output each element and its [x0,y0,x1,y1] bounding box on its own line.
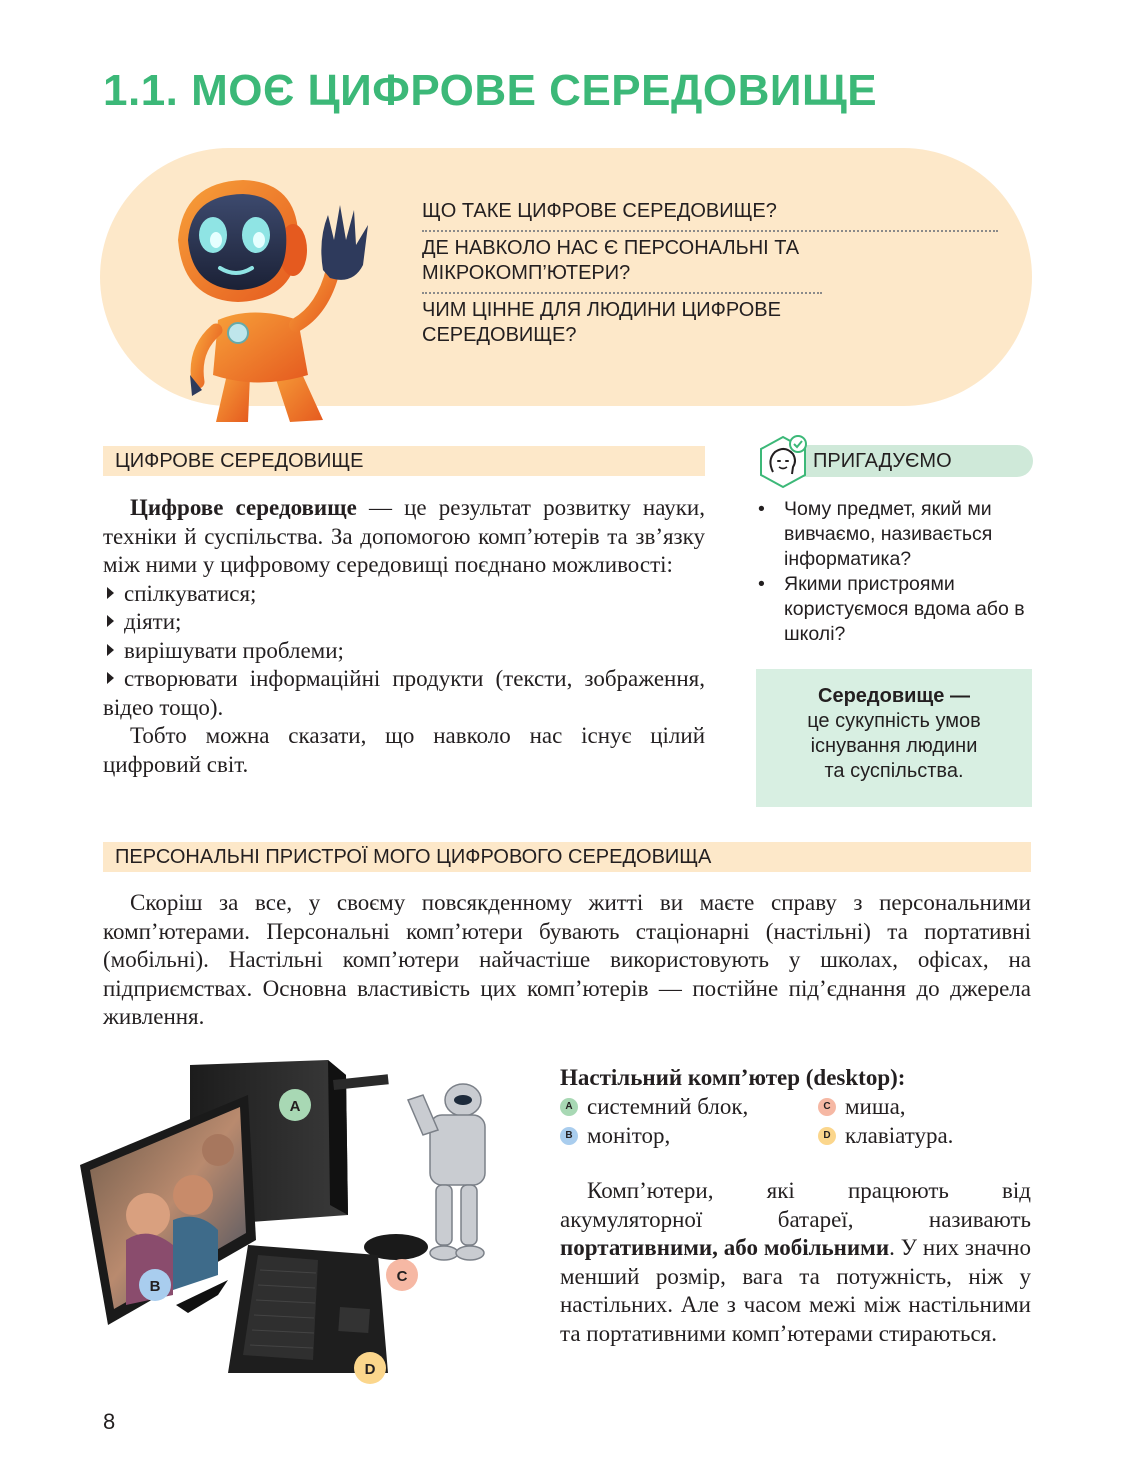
list-item: діяти; [103,608,705,637]
part-system-unit: A системний блок, [560,1092,818,1121]
letter-badge-d-icon: D [818,1127,836,1145]
digital-environment-text [103,494,705,779]
intro-questions [422,195,998,354]
part-keyboard: D клавіатура. [818,1121,1030,1150]
intro-question: ЩО ТАКЕ ЦИФРОВЕ СЕРЕДОВИЩЕ? [422,195,998,232]
triangle-bullet-icon [107,672,114,684]
portable-computers-paragraph: Комп’ютери, які працюють від акумуляторної батареї, називають портативними, або мобільними. У них значно менший розмір, вага та потужність, ніж у настільних. Але з часом межі між настільними та портативними комп’ютерами стираються. [560,1178,1031,1346]
thinking-head-icon [755,434,811,490]
list-item: • Якими пристроями користуємося вдома або в школі? [758,573,1025,645]
remember-heading: ПРИГАДУЄМО [783,445,1033,477]
triangle-bullet-icon [107,615,114,627]
intro-question: ДЕ НАВКОЛО НАС Є ПЕРСОНАЛЬНІ ТА МІКРОКОМП’ЮТЕРИ? [422,232,822,294]
remember-list [756,497,1034,647]
label-b: B [149,1278,161,1295]
robot-mascot-illustration [158,170,398,422]
definition-box-term: Середовище — [818,685,970,707]
list-item: вирішувати проблеми; [103,637,705,666]
page-number: 8 [103,1409,116,1434]
section-heading-digital-environment: ЦИФРОВЕ СЕРЕДОВИЩЕ [103,446,705,476]
label-a: A [289,1098,301,1115]
definition-box-line: це сукупність умов [807,710,981,732]
letter-badge-a-icon: A [560,1098,578,1116]
bullet-dot-icon: • [758,498,765,520]
label-c: C [396,1268,408,1285]
desktop-computer-photo [78,1055,523,1385]
triangle-bullet-icon [107,644,114,656]
list-item: створювати інформаційні продукти (тексти, зображення, відео тощо). [103,666,705,720]
bullet-dot-icon: • [758,573,765,595]
label-d: D [364,1361,376,1378]
triangle-bullet-icon [107,587,114,599]
definition-text: — це результат розвитку науки, техніки й суспільства. За допомогою комп’ютерів та зв’язку між ними у цифровому середовищі поєднано можливості: [103,495,705,577]
list-item: • Чому предмет, який ми вивчаємо, називається інформатика? [758,498,993,570]
letter-badge-c-icon: C [818,1098,836,1116]
intro-question: ЧИМ ЦІННЕ ДЛЯ ЛЮДИНИ ЦИФРОВЕ СЕРЕДОВИЩЕ? [422,299,781,346]
definition-paragraph [103,494,705,580]
definition-term: Цифрове середовище [130,495,357,520]
definition-box [756,669,1032,807]
definition-box-line: існування людини [810,735,978,757]
remember-header [755,434,1033,480]
personal-devices-paragraph: Скоріш за все, у своєму повсякденному житті ви маєте справу з персональними комп’ютерами. Персональні комп’ютери бувають стаціонарні (настільні) та портативні (мобільні). Настільні комп’ютери найчастіше використовують у школах, офісах, на підприємствах. Основна властивість цих комп’ютерів — постійне під’єднання до джерела живлення. [103,890,1031,1029]
part-monitor: B монітор, [560,1121,818,1150]
part-mouse: C миша, [818,1092,1030,1121]
portable-term: портативними, або мобільними [560,1235,890,1260]
desktop-title: Настільний комп’ютер (desktop): [560,1065,906,1090]
conclusion-paragraph: Тобто можна сказати, що навколо нас існує цілий цифровий світ. [103,723,705,777]
letter-badge-b-icon: B [560,1127,578,1145]
definition-box-line: та суспільства. [824,760,964,782]
page-title: 1.1. МОЄ ЦИФРОВЕ СЕРЕДОВИЩЕ [103,66,878,115]
list-item: спілкуватися; [103,580,705,609]
desktop-parts-block [560,1064,1030,1150]
desktop-parts-list [560,1092,1030,1150]
section-heading-personal-devices: ПЕРСОНАЛЬНІ ПРИСТРОЇ МОГО ЦИФРОВОГО СЕРЕДОВИЩА [103,842,1031,872]
